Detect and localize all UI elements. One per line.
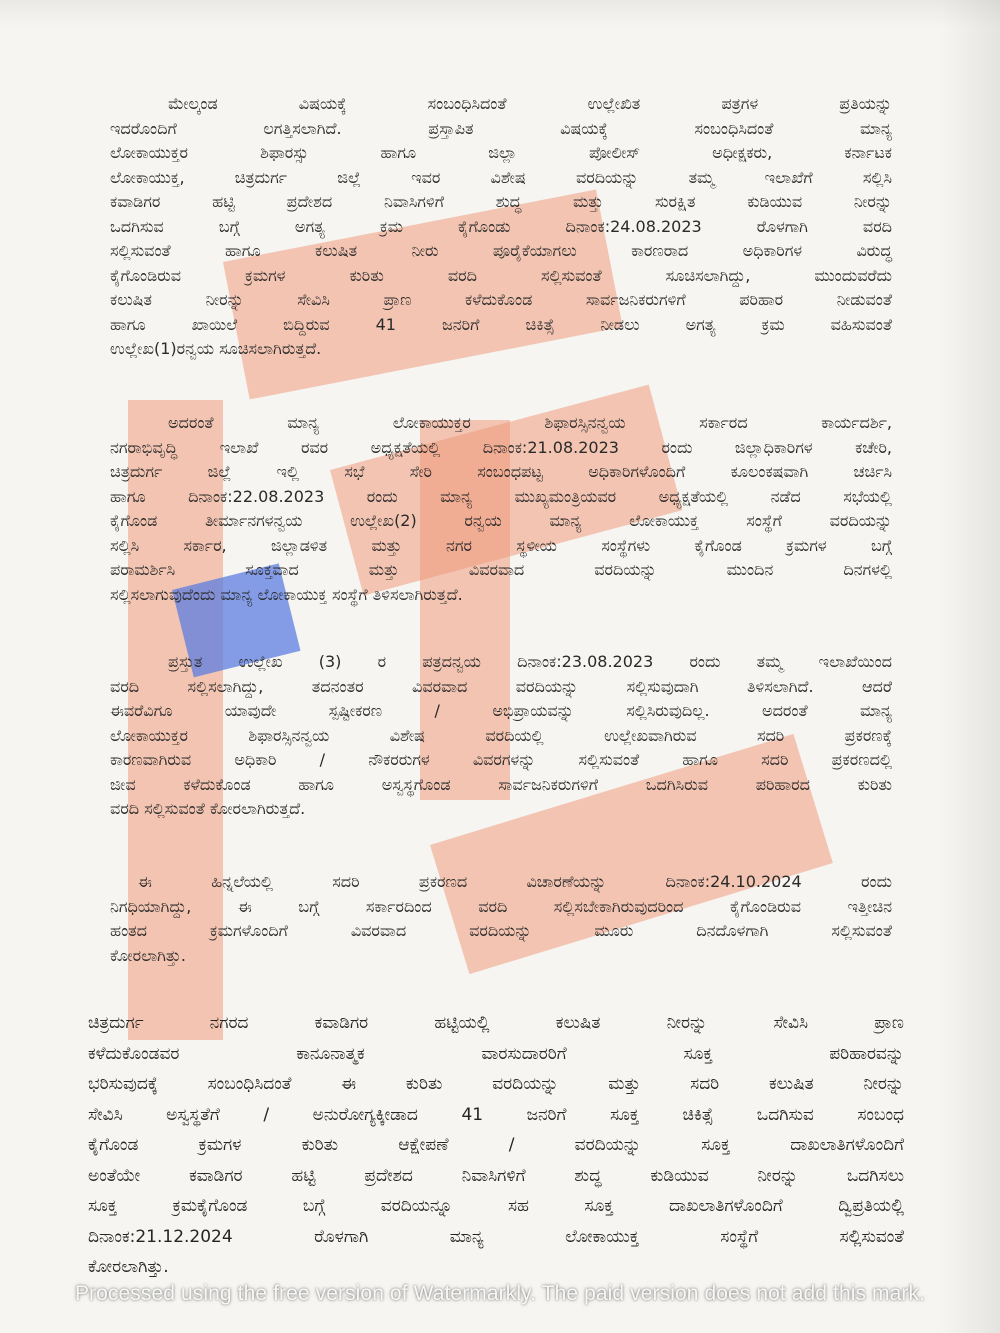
paper-top-edge xyxy=(0,0,1000,28)
text-line: ಕೈಗೊಂಡ ಕ್ರಮಗಳ ಕುರಿತು ಆಕ್ಷೇಪಣೆ / ವರದಿಯನ್ನು ಸೂಕ್ತ ದಾಖಲಾತಿಗಳೊಂದಿಗೆ xyxy=(88,1135,904,1155)
text-line: ಜೀವ ಕಳೆದುಕೊಂಡ ಹಾಗೂ ಅಸ್ವಸ್ಥಗೊಂಡ ಸಾರ್ವಜನಿಕರುಗಳಿಗೆ ಒದಗಿಸಿರುವ ಪರಿಹಾರದ ಕುರಿತು xyxy=(110,774,892,794)
text-line: ಕೋರಲಾಗಿತ್ತು. xyxy=(88,1257,169,1277)
text-line: ಲೋಕಾಯುಕ್ತರ ಶಿಫಾರಸ್ಸು ಹಾಗೂ ಜಿಲ್ಲಾ ಪೋಲೀಸ್ ಅಧೀಕ್ಷಕರು, ಕರ್ನಾಟಕ xyxy=(110,143,892,162)
text-line: ಚಿತ್ರದುರ್ಗ ಜಿಲ್ಲೆ ಇಲ್ಲಿ ಸಭೆ ಸೇರಿ ಸಂಬಂಧಪಟ್ಟ ಅಧಿಕಾರಿಗಳೊಂದಿಗೆ ಕೂಲಂಕಷವಾಗಿ ಚರ್ಚಿಸಿ xyxy=(110,462,892,481)
text-line: ಈವರೆವಿಗೂ ಯಾವುದೇ ಸ್ಪಷ್ಟೀಕರಣ / ಅಭಿಪ್ರಾಯವನ್ನು ಸಲ್ಲಿಸಿರುವುದಿಲ್ಲ. ಅದರಂತೆ ಮಾನ್ಯ xyxy=(110,701,892,720)
paragraph-3 xyxy=(110,650,892,822)
text-line: ಸಲ್ಲಿಸಲಾಗುವುದೆಂದು ಮಾನ್ಯ ಲೋಕಾಯುಕ್ತ ಸಂಸ್ಥೆಗೆ ತಿಳಿಸಲಾಗಿರುತ್ತದೆ. xyxy=(110,584,463,604)
text-line: ಕೈಗೊಂಡಿರುವ ಕ್ರಮಗಳ ಕುರಿತು ವರದಿ ಸಲ್ಲಿಸುವಂತೆ ಸೂಚಿಸಲಾಗಿದ್ದು, ಮುಂದುವರೆದು xyxy=(110,265,892,285)
text-line: ಪರಾಮರ್ಶಿಸಿ ಸೂಕ್ತವಾದ ಮತ್ತು ವಿವರವಾದ ವರದಿಯನ್ನು ಮುಂದಿನ ದಿನಗಳಲ್ಲಿ xyxy=(110,560,892,579)
text-line: ನಿಗಧಿಯಾಗಿದ್ದು, ಈ ಬಗ್ಗೆ ಸರ್ಕಾರದಿಂದ ವರದಿ ಸಲ್ಲಿಸಬೇಕಾಗಿರುವುದರಿಂದ ಕೈಗೊಂಡಿರುವ ಇತ್ತೀಚಿನ xyxy=(110,896,892,916)
watermark-notice: Processed using the free version of Watermarkly. The paid version does not add this mark. xyxy=(74,1282,926,1305)
text-line: ಈ ಹಿನ್ನಲೆಯಲ್ಲಿ ಸದರಿ ಪ್ರಕರಣದ ವಿಚಾರಣೆಯನ್ನು ದಿನಾಂಕ:24.10.2024 ರಂದು xyxy=(138,872,892,891)
text-line: ಲೋಕಾಯುಕ್ತ, ಚಿತ್ರದುರ್ಗ ಜಿಲ್ಲೆ ಇವರ ವಿಶೇಷ ವರದಿಯನ್ನು ತಮ್ಮ ಇಲಾಖೆಗೆ ಸಲ್ಲಿಸಿ xyxy=(110,167,892,187)
text-line: ವರದಿ ಸಲ್ಲಿಸುವಂತೆ ಕೋರಲಾಗಿರುತ್ತದೆ. xyxy=(110,799,306,818)
text-line: ಕಲುಷಿತ ನೀರನ್ನು ಸೇವಿಸಿ ಪ್ರಾಣ ಕಳೆದುಕೊಂಡ ಸಾರ್ವಜನಿಕರುಗಳಿಗೆ ಪರಿಹಾರ ನೀಡುವಂತೆ xyxy=(110,290,892,309)
text-line: ಭರಿಸುವುದಕ್ಕೆ ಸಂಬಂಧಿಸಿದಂತೆ ಈ ಕುರಿತು ವರದಿಯನ್ನು ಮತ್ತು ಸದರಿ ಕಲುಷಿತ ನೀರನ್ನು xyxy=(88,1074,904,1094)
text-line: ಕವಾಡಿಗರ ಹಟ್ಟಿ ಪ್ರದೇಶದ ನಿವಾಸಿಗಳಿಗೆ ಶುದ್ಧ ಮತ್ತು ಸುರಕ್ಷಿತ ಕುಡಿಯುವ ನೀರನ್ನು xyxy=(110,192,892,211)
text-line: ಪ್ರಸ್ತುತ ಉಲ್ಲೇಖ (3) ರ ಪತ್ರದನ್ವಯ ದಿನಾಂಕ:23.08.2023 ರಂದು ತಮ್ಮ ಇಲಾಖೆಯಿಂದ xyxy=(168,652,892,671)
text-line: ಹಾಗೂ ಖಾಯಿಲೆ ಬಿದ್ದಿರುವ 41 ಜನರಿಗೆ ಚಿಕಿತ್ಸೆ ನೀಡಲು ಅಗತ್ಯ ಕ್ರಮ ವಹಿಸುವಂತೆ xyxy=(110,314,892,334)
text-line: ಕೋರಲಾಗಿತ್ತು. xyxy=(110,945,186,965)
text-line: ಸೇವಿಸಿ ಅಸ್ವಸ್ಥತೆಗೆ / ಅನುರೋಗ್ಯಕ್ಕೀಡಾದ 41 ಜನರಿಗೆ ಸೂಕ್ತ ಚಿಕಿತ್ಸೆ ಒದಗಿಸುವ ಸಂಬಂಧ xyxy=(88,1104,904,1125)
paragraph-2 xyxy=(110,411,892,607)
paper-edge-shadow xyxy=(940,0,1000,1333)
text-line: ಒದಗಿಸುವ ಬಗ್ಗೆ ಅಗತ್ಯ ಕ್ರಮ ಕೈಗೊಂಡು ದಿನಾಂಕ:24.08.2023 ರೊಳಗಾಗಿ ವರದಿ xyxy=(110,216,892,236)
text-line: ಸಲ್ಲಿಸುವಂತೆ ಹಾಗೂ ಕಲುಷಿತ ನೀರು ಪೂರೈಕೆಯಾಗಲು ಕಾರಣರಾದ ಅಧಿಕಾರಿಗಳ ವಿರುದ್ಧ xyxy=(110,241,892,260)
text-line: ಕೈಗೊಂಡ ತೀರ್ಮಾನಗಳನ್ವಯ ಉಲ್ಲೇಖ(2) ರನ್ವಯ ಮಾನ್ಯ ಲೋಕಾಯುಕ್ತ ಸಂಸ್ಥೆಗೆ ವರದಿಯನ್ನು xyxy=(110,511,892,530)
text-line: ಮೇಲ್ಕಂಡ ವಿಷಯಕ್ಕೆ ಸಂಬಂಧಿಸಿದಂತೆ ಉಲ್ಲೇಖಿತ ಪತ್ರಗಳ ಪ್ರತಿಯನ್ನು xyxy=(168,94,892,113)
text-line: ನಗರಾಭಿವೃದ್ಧಿ ಇಲಾಖೆ ರವರ ಅಧ್ಯಕ್ಷತೆಯಲ್ಲಿ ದಿನಾಂಕ:21.08.2023 ರಂದು ಜಿಲ್ಲಾಧಿಕಾರಿಗಳ ಕಚೇರಿ, xyxy=(110,437,892,457)
text-line: ಹಂತದ ಕ್ರಮಗಳೊಂದಿಗೆ ವಿವರವಾದ ವರದಿಯನ್ನು ಮೂರು ದಿನದೊಳಗಾಗಿ ಸಲ್ಲಿಸುವಂತೆ xyxy=(110,921,892,940)
text-line: ಕಾರಣವಾಗಿರುವ ಅಧಿಕಾರಿ / ನೌಕರರುಗಳ ವಿವರಗಳನ್ನು ಸಲ್ಲಿಸುವಂತೆ ಹಾಗೂ ಸದರಿ ಪ್ರಕರಣದಲ್ಲಿ xyxy=(110,750,892,769)
text-line: ಅದರಂತೆ ಮಾನ್ಯ ಲೋಕಾಯುಕ್ತರ ಶಿಫಾರಸ್ಸಿನನ್ವಯ ಸರ್ಕಾರದ ಕಾರ್ಯದರ್ಶಿ, xyxy=(168,413,892,432)
paragraph-1 xyxy=(110,92,892,362)
text-line: ಉಲ್ಲೇಖ(1)ರನ್ವಯ ಸೂಚಿಸಲಾಗಿರುತ್ತದೆ. xyxy=(110,339,322,358)
text-line: ದಿನಾಂಕ:21.12.2024 ರೊಳಗಾಗಿ ಮಾನ್ಯ ಲೋಕಾಯುಕ್ತ ಸಂಸ್ಥೆಗೆ ಸಲ್ಲಿಸುವಂತೆ xyxy=(88,1226,904,1247)
text-line: ಹಾಗೂ ದಿನಾಂಕ:22.08.2023 ರಂದು ಮಾನ್ಯ ಮುಖ್ಯಮಂತ್ರಿಯವರ ಅಧ್ಯಕ್ಷತೆಯಲ್ಲಿ ನಡೆದ ಸಭೆಯಲ್ಲಿ xyxy=(110,486,892,506)
text-line: ಸೂಕ್ತ ಕ್ರಮಕೈಗೊಂಡ ಬಗ್ಗೆ ವರದಿಯನ್ನೂ ಸಹ ಸೂಕ್ತ ದಾಖಲಾತಿಗಳೊಂದಿಗೆ ದ್ವಿಪ್ರತಿಯಲ್ಲಿ xyxy=(88,1196,904,1216)
text-line: ವರದಿ ಸಲ್ಲಿಸಲಾಗಿದ್ದು, ತದನಂತರ ವಿವರವಾದ ವರದಿಯನ್ನು ಸಲ್ಲಿಸುವುದಾಗಿ ತಿಳಿಸಲಾಗಿದೆ. ಆದರೆ xyxy=(110,676,892,696)
text-line: ಅಂತೆಯೇ ಕವಾಡಿಗರ ಹಟ್ಟಿ ಪ್ರದೇಶದ ನಿವಾಸಿಗಳಿಗೆ ಶುದ್ಧ ಕುಡಿಯುವ ನೀರನ್ನು ಒದಗಿಸಲು xyxy=(88,1165,904,1186)
paragraph-5 xyxy=(88,1008,904,1283)
text-line: ಲೋಕಾಯುಕ್ತರ ಶಿಫಾರಸ್ಸಿನನ್ವಯ ವಿಶೇಷ ವರದಿಯಲ್ಲಿ ಉಲ್ಲೇಖವಾಗಿರುವ ಸದರಿ ಪ್ರಕರಣಕ್ಕೆ xyxy=(110,725,892,745)
text-line: ಚಿತ್ರದುರ್ಗ ನಗರದ ಕವಾಡಿಗರ ಹಟ್ಟಿಯಲ್ಲಿ ಕಲುಷಿತ ನೀರನ್ನು ಸೇವಿಸಿ ಪ್ರಾಣ xyxy=(88,1013,904,1033)
paragraph-4 xyxy=(110,870,892,968)
text-line: ಇದರೊಂದಿಗೆ ಲಗತ್ತಿಸಲಾಗಿದೆ. ಪ್ರಸ್ತಾಪಿತ ವಿಷಯಕ್ಕೆ ಸಂಬಂಧಿಸಿದಂತೆ ಮಾನ್ಯ xyxy=(110,118,892,138)
text-line: ಸಲ್ಲಿಸಿ ಸರ್ಕಾರ, ಜಿಲ್ಲಾಡಳಿತ ಮತ್ತು ನಗರ ಸ್ಥಳೀಯ ಸಂಸ್ಥೆಗಳು ಕೈಗೊಂಡ ಕ್ರಮಗಳ ಬಗ್ಗೆ xyxy=(110,535,892,555)
text-line: ಕಳೆದುಕೊಂಡವರ ಕಾನೂನಾತ್ಮಕ ವಾರಸುದಾರರಿಗೆ ಸೂಕ್ತ ಪರಿಹಾರವನ್ನು xyxy=(88,1043,904,1064)
